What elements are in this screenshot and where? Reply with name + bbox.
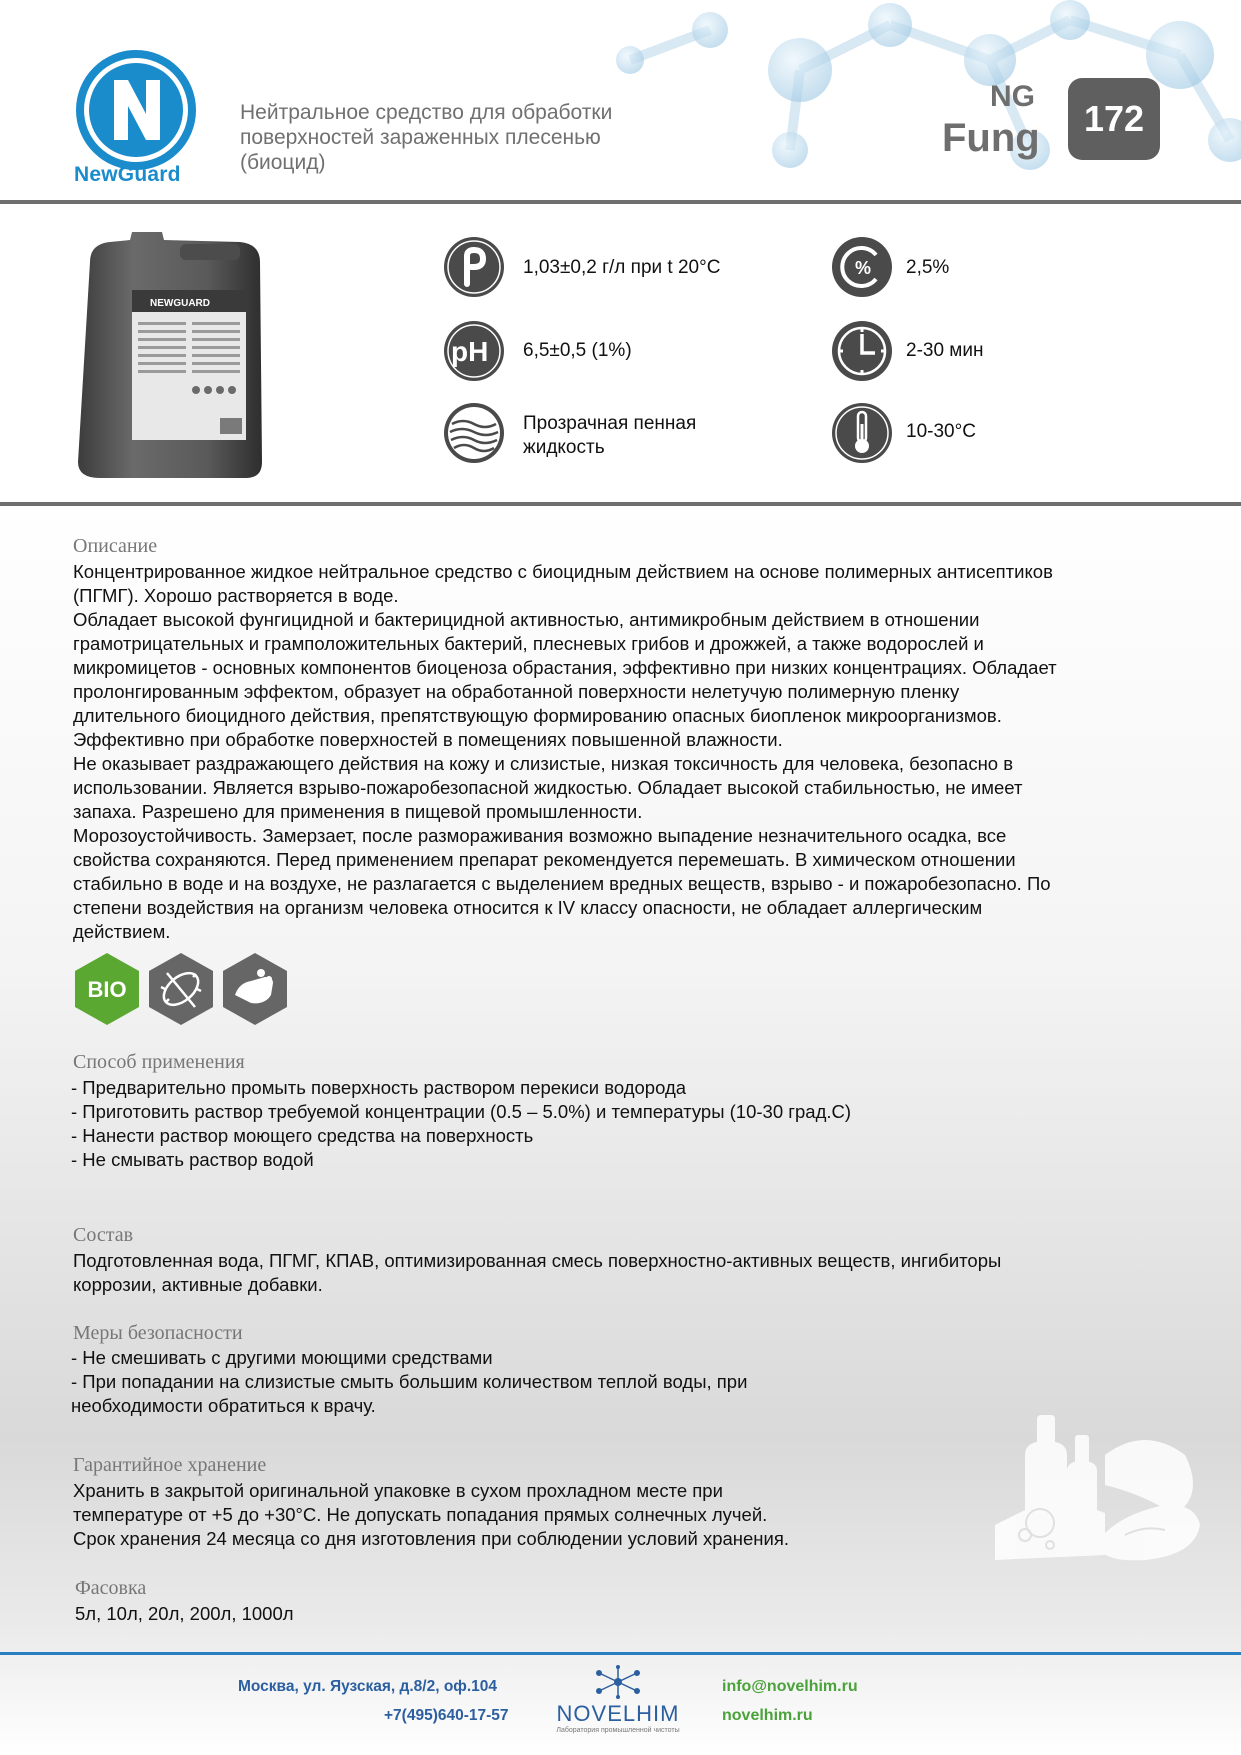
description-text: Концентрированное жидкое нейтральное средство с биоцидным действием на основе полимерных антисептиков (ПГМГ). Хорошо растворяется в воде. Обладает высокой фунгицидной и бактерицидной активностью, антимикробным действием в отношении грамотрицательных и грамположительных бактерий, плесневых грибов и дрожжей, а также водорослей и микромицетов - основных компонентов биоценоза обрастания, эффективно при низких концентрациях. Обладает пролонгированным эффектом, образует на обработанной поверхности нелетучую полимерную пленку длительного биоцидного действия, препятствующую формированию опасных биопленок микроорганизмов. Эффективно при обработке поверхностей в помещениях повышенной влажности. Не оказывает раздражающего действия на кожу и слизистые, низкая токсичность для человека, безопасно в использовании. Является взрыво-пожаробезопасной жидкостью. Обладает высокой стабильностью, не имеет запаха. Разрешено для применения в пищевой промышленности. Морозоустойчивость. Замерзает, после размораживания возможно выпадение незначительного осадка, все свойства сохраняются. Перед применением препарат рекомендуется перемешать. В химическом отношении стабильно в воде и на воздухе, не разлагается с выделением вредных веществ, взрыво - и пожаробезопасно. По степени воздействия на организм человека относится к IV классу опасности, не обладает аллергическим действием. [73,561,1057,942]
appearance-value: Прозрачная пенная жидкость [523,413,697,458]
description-title: Описание [73,535,158,557]
novelhim-logo [553,1665,683,1740]
density-icon [443,236,505,298]
footer-address: Москва, ул. Яузская, д.8/2, оф.104 [238,1678,498,1695]
bio-badge-icon [73,951,141,1027]
product-code-badge: 172 [1068,78,1160,160]
novelhim-tagline: Лаборатория промышленной чистоты [556,1727,680,1734]
storage-text: Хранить в закрытой оригинальной упаковке в сухом прохладном месте при температуре от +5 до +30°С. Не допускать попадания прямых солнечных лучей. Срок хранения 24 месяца со дня изготовления при соблюдении условий хранения. [73,1480,789,1549]
concentration-value: 2,5% [906,257,950,278]
packaging-text: 5л, 10л, 20л, 200л, 1000л [75,1603,294,1624]
product-series: NG [990,80,1035,113]
temperature-value: 10-30°C [906,421,976,442]
footer-phone[interactable]: +7(495)640-17-57 [384,1707,509,1724]
food-watermark-image [995,1395,1205,1570]
usage-title: Способ применения [73,1051,245,1073]
clock-icon [831,320,893,382]
newguard-logo-icon [74,48,198,172]
novelhim-company-name: NOVELHIM [556,1701,680,1726]
product-name: Fung [942,116,1040,160]
storage-title: Гарантийное хранение [73,1454,267,1476]
hand-safe-badge-icon [221,951,289,1027]
foam-icon [443,402,505,464]
svg-text:NEWGUARD: NEWGUARD [150,298,210,309]
header-divider [0,200,1241,204]
svg-text:pH: pH [451,336,489,367]
safety-text: - Не смешивать с другими моющими средствами - При попадании на слизистые смыть большим количеством теплой воды, при необходимости обратиться к врачу. [71,1347,748,1416]
ph-value: 6,5±0,5 (1%) [523,340,632,361]
svg-text:%: % [855,258,872,278]
brand-name: NewGuard [74,163,181,186]
concentration-icon [831,236,893,298]
footer-email[interactable]: info@novelhim.ru [722,1678,858,1695]
composition-title: Состав [73,1224,134,1246]
usage-item: - Не смывать раствор водой [71,1149,314,1170]
novelhim-molecule-icon [591,1665,645,1699]
bio-badge-label: BIO [87,977,127,1002]
properties-divider [0,502,1241,506]
usage-list [71,1076,851,1172]
usage-item: - Нанести раствор моющего средства на поверхность [71,1125,534,1146]
canister-product-image [70,232,270,480]
footer-divider [0,1652,1241,1655]
time-value: 2-30 мин [906,340,984,361]
product-subtitle: Нейтральное средство для обработки поверхностей зараженных плесенью (биоцид) [240,101,613,174]
footer-website[interactable]: novelhim.ru [722,1707,813,1724]
composition-text: Подготовленная вода, ПГМГ, КПАВ, оптимизированная смесь поверхностно-активных веществ, ингибиторы коррозии, активные добавки. [73,1250,1002,1295]
ph-icon [443,320,505,382]
packaging-title: Фасовка [75,1577,147,1599]
antimicrobial-badge-icon [147,951,215,1027]
safety-title: Меры безопасности [73,1322,243,1344]
thermometer-icon [831,402,893,464]
usage-item: - Приготовить раствор требуемой концентрации (0.5 – 5.0%) и температуры (10-30 град.С) [71,1101,852,1122]
usage-item: - Предварительно промыть поверхность раствором перекиси водорода [71,1077,687,1098]
density-value: 1,03±0,2 г/л при t 20°C [523,257,721,278]
